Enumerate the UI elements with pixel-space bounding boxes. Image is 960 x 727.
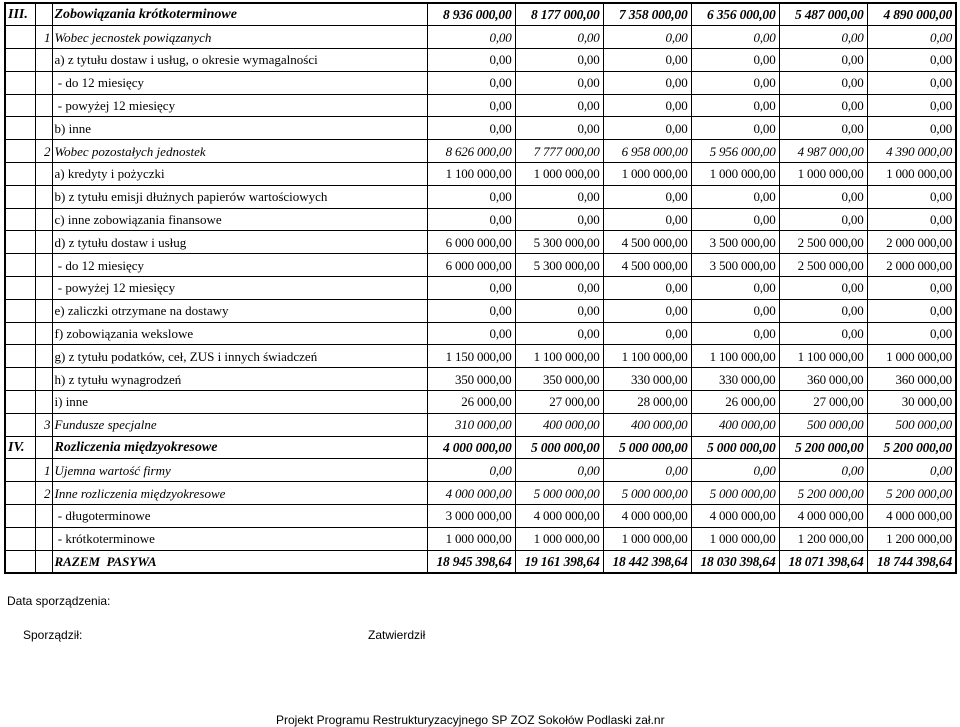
item-number <box>35 299 52 322</box>
value-cell: 4 000 000,00 <box>427 436 515 459</box>
value-cell: 0,00 <box>691 277 779 300</box>
value-cell: 360 000,00 <box>867 368 956 391</box>
section-number <box>5 185 35 208</box>
value-cell: 6 958 000,00 <box>603 140 691 163</box>
item-number: 1 <box>35 459 52 482</box>
value-cell: 0,00 <box>779 71 867 94</box>
item-number <box>35 71 52 94</box>
section-number: III. <box>5 3 35 26</box>
value-cell: 0,00 <box>427 299 515 322</box>
table-row <box>5 163 956 186</box>
value-cell: 4 390 000,00 <box>867 140 956 163</box>
project-footnote: Projekt Programu Restrukturyzacyjnego SP ZOZ Sokołów Podlaski zał.nr <box>276 713 665 727</box>
value-cell: 400 000,00 <box>603 413 691 436</box>
value-cell: 0,00 <box>779 117 867 140</box>
row-label: - krótkoterminowe <box>52 527 427 550</box>
row-label: RAZEM PASYWA <box>52 550 427 573</box>
row-label: Fundusze specjalne <box>52 413 427 436</box>
row-label: c) inne zobowiązania finansowe <box>52 208 427 231</box>
value-cell: 1 000 000,00 <box>691 163 779 186</box>
value-cell: 1 000 000,00 <box>515 527 603 550</box>
value-cell: 2 000 000,00 <box>867 254 956 277</box>
value-cell: 1 000 000,00 <box>779 163 867 186</box>
row-label: - do 12 miesięcy <box>52 71 427 94</box>
value-cell: 0,00 <box>867 322 956 345</box>
item-number <box>35 117 52 140</box>
value-cell: 0,00 <box>867 459 956 482</box>
value-cell: 0,00 <box>779 459 867 482</box>
item-number <box>35 254 52 277</box>
item-number: 2 <box>35 140 52 163</box>
section-number <box>5 208 35 231</box>
table-row <box>5 368 956 391</box>
value-cell: 4 000 000,00 <box>427 482 515 505</box>
value-cell: 0,00 <box>867 185 956 208</box>
section-number <box>5 140 35 163</box>
row-label: Zobowiązania krótkoterminowe <box>52 3 427 26</box>
value-cell: 0,00 <box>515 26 603 49</box>
section-number <box>5 254 35 277</box>
value-cell: 400 000,00 <box>691 413 779 436</box>
item-number <box>35 3 52 26</box>
value-cell: 28 000,00 <box>603 391 691 414</box>
table-row <box>5 71 956 94</box>
value-cell: 0,00 <box>603 459 691 482</box>
table-row <box>5 550 956 573</box>
value-cell: 0,00 <box>603 71 691 94</box>
value-cell: 4 500 000,00 <box>603 254 691 277</box>
section-number <box>5 231 35 254</box>
value-cell: 1 000 000,00 <box>515 163 603 186</box>
value-cell: 0,00 <box>691 322 779 345</box>
table-row <box>5 322 956 345</box>
table-row <box>5 231 956 254</box>
value-cell: 330 000,00 <box>691 368 779 391</box>
item-number <box>35 94 52 117</box>
value-cell: 6 000 000,00 <box>427 254 515 277</box>
value-cell: 30 000,00 <box>867 391 956 414</box>
item-number <box>35 208 52 231</box>
value-cell: 5 300 000,00 <box>515 231 603 254</box>
row-label: b) inne <box>52 117 427 140</box>
value-cell: 4 000 000,00 <box>867 505 956 528</box>
section-number <box>5 527 35 550</box>
row-label: a) kredyty i pożyczki <box>52 163 427 186</box>
value-cell: 0,00 <box>427 459 515 482</box>
value-cell: 0,00 <box>427 71 515 94</box>
value-cell: 5 200 000,00 <box>867 482 956 505</box>
section-number <box>5 413 35 436</box>
row-label: Wobec pozostałych jednostek <box>52 140 427 163</box>
value-cell: 0,00 <box>515 71 603 94</box>
row-label: - do 12 miesięcy <box>52 254 427 277</box>
value-cell: 0,00 <box>427 26 515 49</box>
prepared-by-label: Sporządził: <box>23 628 83 642</box>
table-row <box>5 94 956 117</box>
section-number <box>5 482 35 505</box>
section-number: IV. <box>5 436 35 459</box>
section-number <box>5 94 35 117</box>
value-cell: 0,00 <box>603 208 691 231</box>
section-number <box>5 163 35 186</box>
value-cell: 26 000,00 <box>427 391 515 414</box>
row-label: Ujemna wartość firmy <box>52 459 427 482</box>
section-number <box>5 277 35 300</box>
value-cell: 3 000 000,00 <box>427 505 515 528</box>
value-cell: 1 000 000,00 <box>603 527 691 550</box>
value-cell: 0,00 <box>427 208 515 231</box>
value-cell: 0,00 <box>867 277 956 300</box>
row-label: b) z tytułu emisji dłużnych papierów wartościowych <box>52 185 427 208</box>
item-number <box>35 185 52 208</box>
value-cell: 4 987 000,00 <box>779 140 867 163</box>
table-body <box>5 3 956 573</box>
table-row <box>5 277 956 300</box>
table-row <box>5 345 956 368</box>
row-label: e) zaliczki otrzymane na dostawy <box>52 299 427 322</box>
table-row <box>5 413 956 436</box>
value-cell: 3 500 000,00 <box>691 231 779 254</box>
value-cell: 8 626 000,00 <box>427 140 515 163</box>
value-cell: 1 100 000,00 <box>427 163 515 186</box>
value-cell: 0,00 <box>691 117 779 140</box>
value-cell: 0,00 <box>691 208 779 231</box>
value-cell: 8 936 000,00 <box>427 3 515 26</box>
value-cell: 18 030 398,64 <box>691 550 779 573</box>
table-row <box>5 140 956 163</box>
value-cell: 1 100 000,00 <box>779 345 867 368</box>
value-cell: 0,00 <box>691 299 779 322</box>
table-row <box>5 299 956 322</box>
value-cell: 5 956 000,00 <box>691 140 779 163</box>
value-cell: 0,00 <box>427 49 515 72</box>
table-row <box>5 49 956 72</box>
value-cell: 1 200 000,00 <box>867 527 956 550</box>
value-cell: 5 000 000,00 <box>603 482 691 505</box>
section-number <box>5 368 35 391</box>
section-number <box>5 117 35 140</box>
value-cell: 1 100 000,00 <box>603 345 691 368</box>
value-cell: 4 890 000,00 <box>867 3 956 26</box>
value-cell: 0,00 <box>603 26 691 49</box>
approved-by-label: Zatwierdził <box>368 628 426 642</box>
value-cell: 5 000 000,00 <box>691 482 779 505</box>
row-label: - długoterminowe <box>52 505 427 528</box>
section-number <box>5 299 35 322</box>
value-cell: 27 000,00 <box>515 391 603 414</box>
value-cell: 4 000 000,00 <box>603 505 691 528</box>
table-row <box>5 391 956 414</box>
date-label: Data sporządzenia: <box>7 594 111 608</box>
row-label: h) z tytułu wynagrodzeń <box>52 368 427 391</box>
value-cell: 4 000 000,00 <box>779 505 867 528</box>
value-cell: 1 000 000,00 <box>691 527 779 550</box>
value-cell: 2 000 000,00 <box>867 231 956 254</box>
table-row <box>5 527 956 550</box>
value-cell: 0,00 <box>691 49 779 72</box>
value-cell: 1 150 000,00 <box>427 345 515 368</box>
value-cell: 0,00 <box>779 322 867 345</box>
value-cell: 0,00 <box>779 185 867 208</box>
item-number <box>35 391 52 414</box>
value-cell: 0,00 <box>691 94 779 117</box>
value-cell: 0,00 <box>779 26 867 49</box>
item-number <box>35 550 52 573</box>
table-row <box>5 254 956 277</box>
value-cell: 0,00 <box>779 94 867 117</box>
section-number <box>5 345 35 368</box>
item-number: 2 <box>35 482 52 505</box>
value-cell: 0,00 <box>515 49 603 72</box>
value-cell: 7 358 000,00 <box>603 3 691 26</box>
row-label: Inne rozliczenia międzyokresowe <box>52 482 427 505</box>
value-cell: 0,00 <box>867 49 956 72</box>
value-cell: 0,00 <box>427 322 515 345</box>
value-cell: 18 744 398,64 <box>867 550 956 573</box>
value-cell: 0,00 <box>691 71 779 94</box>
table-row <box>5 117 956 140</box>
value-cell: 0,00 <box>603 277 691 300</box>
value-cell: 1 100 000,00 <box>691 345 779 368</box>
table-row <box>5 505 956 528</box>
row-label: f) zobowiązania wekslowe <box>52 322 427 345</box>
value-cell: 18 945 398,64 <box>427 550 515 573</box>
row-label: Rozliczenia międzyokresowe <box>52 436 427 459</box>
section-number <box>5 322 35 345</box>
value-cell: 26 000,00 <box>691 391 779 414</box>
value-cell: 0,00 <box>867 208 956 231</box>
value-cell: 5 000 000,00 <box>515 436 603 459</box>
section-number <box>5 26 35 49</box>
value-cell: 1 200 000,00 <box>779 527 867 550</box>
value-cell: 0,00 <box>779 277 867 300</box>
row-label: i) inne <box>52 391 427 414</box>
value-cell: 0,00 <box>603 299 691 322</box>
item-number <box>35 231 52 254</box>
value-cell: 4 500 000,00 <box>603 231 691 254</box>
value-cell: 350 000,00 <box>515 368 603 391</box>
item-number <box>35 436 52 459</box>
value-cell: 350 000,00 <box>427 368 515 391</box>
value-cell: 4 000 000,00 <box>515 505 603 528</box>
value-cell: 0,00 <box>779 49 867 72</box>
table-row <box>5 3 956 26</box>
table-row <box>5 185 956 208</box>
row-label: - powyżej 12 miesięcy <box>52 277 427 300</box>
value-cell: 2 500 000,00 <box>779 231 867 254</box>
value-cell: 0,00 <box>427 185 515 208</box>
value-cell: 0,00 <box>867 71 956 94</box>
value-cell: 1 000 000,00 <box>427 527 515 550</box>
value-cell: 5 200 000,00 <box>779 436 867 459</box>
value-cell: 5 300 000,00 <box>515 254 603 277</box>
value-cell: 0,00 <box>427 94 515 117</box>
value-cell: 0,00 <box>867 299 956 322</box>
row-label: - powyżej 12 miesięcy <box>52 94 427 117</box>
value-cell: 5 000 000,00 <box>691 436 779 459</box>
value-cell: 19 161 398,64 <box>515 550 603 573</box>
item-number <box>35 505 52 528</box>
value-cell: 0,00 <box>867 117 956 140</box>
section-number <box>5 49 35 72</box>
row-label: a) z tytułu dostaw i usług, o okresie wymagalności <box>52 49 427 72</box>
value-cell: 0,00 <box>691 26 779 49</box>
value-cell: 0,00 <box>603 117 691 140</box>
item-number <box>35 322 52 345</box>
value-cell: 5 200 000,00 <box>779 482 867 505</box>
value-cell: 360 000,00 <box>779 368 867 391</box>
table-row <box>5 208 956 231</box>
value-cell: 0,00 <box>603 49 691 72</box>
value-cell: 0,00 <box>427 117 515 140</box>
value-cell: 0,00 <box>515 322 603 345</box>
value-cell: 5 000 000,00 <box>603 436 691 459</box>
value-cell: 5 487 000,00 <box>779 3 867 26</box>
value-cell: 6 000 000,00 <box>427 231 515 254</box>
value-cell: 0,00 <box>515 459 603 482</box>
value-cell: 0,00 <box>515 185 603 208</box>
value-cell: 0,00 <box>515 299 603 322</box>
value-cell: 5 200 000,00 <box>867 436 956 459</box>
table-row <box>5 459 956 482</box>
section-number <box>5 505 35 528</box>
value-cell: 0,00 <box>515 208 603 231</box>
value-cell: 0,00 <box>515 94 603 117</box>
item-number <box>35 345 52 368</box>
row-label: d) z tytułu dostaw i usług <box>52 231 427 254</box>
value-cell: 2 500 000,00 <box>779 254 867 277</box>
value-cell: 4 000 000,00 <box>691 505 779 528</box>
table-row <box>5 26 956 49</box>
value-cell: 1 100 000,00 <box>515 345 603 368</box>
row-label: g) z tytułu podatków, ceł, ZUS i innych świadczeń <box>52 345 427 368</box>
item-number <box>35 277 52 300</box>
liabilities-table <box>4 2 957 574</box>
value-cell: 0,00 <box>515 277 603 300</box>
item-number <box>35 163 52 186</box>
value-cell: 310 000,00 <box>427 413 515 436</box>
value-cell: 0,00 <box>867 94 956 117</box>
value-cell: 1 000 000,00 <box>867 345 956 368</box>
value-cell: 0,00 <box>427 277 515 300</box>
item-number <box>35 527 52 550</box>
value-cell: 0,00 <box>867 26 956 49</box>
value-cell: 0,00 <box>515 117 603 140</box>
value-cell: 500 000,00 <box>867 413 956 436</box>
section-number <box>5 550 35 573</box>
value-cell: 0,00 <box>603 322 691 345</box>
value-cell: 5 000 000,00 <box>515 482 603 505</box>
section-number <box>5 71 35 94</box>
table-row <box>5 436 956 459</box>
value-cell: 6 356 000,00 <box>691 3 779 26</box>
value-cell: 0,00 <box>691 185 779 208</box>
value-cell: 0,00 <box>779 299 867 322</box>
value-cell: 0,00 <box>603 94 691 117</box>
value-cell: 8 177 000,00 <box>515 3 603 26</box>
value-cell: 18 071 398,64 <box>779 550 867 573</box>
value-cell: 500 000,00 <box>779 413 867 436</box>
item-number <box>35 368 52 391</box>
row-label: Wobec jecnostek powiązanych <box>52 26 427 49</box>
table-row <box>5 482 956 505</box>
value-cell: 330 000,00 <box>603 368 691 391</box>
value-cell: 3 500 000,00 <box>691 254 779 277</box>
section-number <box>5 459 35 482</box>
value-cell: 0,00 <box>691 459 779 482</box>
item-number: 1 <box>35 26 52 49</box>
value-cell: 1 000 000,00 <box>867 163 956 186</box>
value-cell: 0,00 <box>603 185 691 208</box>
value-cell: 18 442 398,64 <box>603 550 691 573</box>
value-cell: 27 000,00 <box>779 391 867 414</box>
value-cell: 400 000,00 <box>515 413 603 436</box>
value-cell: 7 777 000,00 <box>515 140 603 163</box>
item-number: 3 <box>35 413 52 436</box>
value-cell: 0,00 <box>779 208 867 231</box>
value-cell: 1 000 000,00 <box>603 163 691 186</box>
section-number <box>5 391 35 414</box>
item-number <box>35 49 52 72</box>
